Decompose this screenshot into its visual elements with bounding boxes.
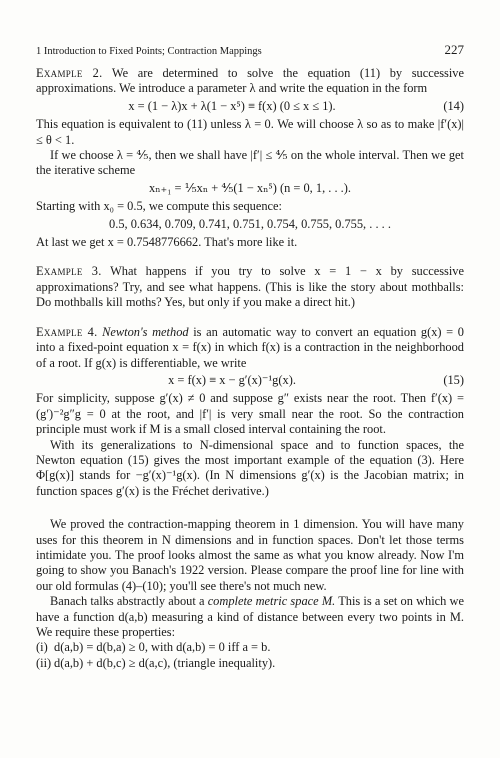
equation-15-math: x = f(x) ≡ x − g′(x)⁻¹g(x). <box>168 372 296 387</box>
example-3-label: Example 3. <box>36 264 102 279</box>
example-2-label: Example 2. <box>36 66 103 80</box>
sequence-values: 0.5, 0.634, 0.709, 0.741, 0.751, 0.754, 0.755, 0.755, . . . . <box>109 216 391 231</box>
example-2-start: Starting with x₀ = 0.5, we compute this sequence: <box>36 199 282 214</box>
equation-14-number: (14) <box>443 98 464 113</box>
example-2-after-eq14: This equation is equivalent to (11) unless λ = 0. We will choose λ so as to make |f′(x)| ≤ θ < 1. <box>36 117 464 147</box>
iterative-scheme-math: xₙ₊₁ = ⅕xₙ + ⅘(1 − xₙ⁵) (n = 0, 1, . . .). <box>149 180 351 195</box>
example-4-intro: Example 4. Newton's method is an automatic way to convert an equation g(x) = 0 into a fixed-point equation x = f(x) in which f(x) is a contraction in the neighborhood of a root. If g(x) is differentiable, we write <box>36 324 464 370</box>
running-head <box>36 42 464 58</box>
sequence <box>36 217 464 232</box>
equation-15 <box>36 373 464 388</box>
property-i <box>36 640 464 655</box>
example-4-label: Example 4. <box>36 324 98 339</box>
complete-metric-space-term: complete metric space M. <box>207 594 336 609</box>
property-ii-text: d(a,b) + d(b,c) ≥ d(a,c), (triangle inequality). <box>54 655 276 670</box>
newtons-method-term: Newton's method <box>102 324 189 339</box>
property-i-label: (i) <box>36 640 48 655</box>
chapter-title: 1 Introduction to Fixed Points; Contraction Mappings <box>36 46 262 57</box>
example-2-result: At last we get x = 0.7548776662. That's more like it. <box>36 235 298 250</box>
example-3: Example 3. What happens if you try to solve x = 1 − x by successive approximations? Try, and see what happens. (This is like the story about mothballs: Do mothballs kill moths? Yes, but only if you make a direct hit.) <box>36 264 464 310</box>
example-2-choice: If we choose λ = ⅘, then we shall have |f′| ≤ ⅘ on the whole interval. Then we get the iterative scheme <box>36 148 464 178</box>
example-2-intro: Example 2. We are determined to solve the equation (11) by successive approximations. We introduce a parameter λ and write the equation in the form <box>36 66 465 96</box>
section-paragraph-2: Banach talks abstractly about a complete metric space M. This is a set on which we have a function d(a,b) measuring a kind of distance between every two points in M. We require these properties: <box>36 594 464 639</box>
equation-14-math: x = (1 − λ)x + λ(1 − x⁵) ≡ f(x) (0 ≤ x ≤ 1). <box>128 98 336 113</box>
example-4-after-eq15: For simplicity, suppose g′(x) ≠ 0 and suppose g″ exists near the root. Then f′(x) = (g′)⁻²g″g = 0 at the root, and |f′| is very small near the root. So the contraction principle must work if M is a small closed interval containing the root. <box>36 391 464 437</box>
iterative-scheme <box>36 181 464 196</box>
equation-14 <box>36 99 464 114</box>
example-4-generalization: With its generalizations to N-dimensional space and to function spaces, the Newton equation (15) gives the most important example of the equation (3). Here Φ[g(x)] stands for −g′(x)⁻¹g(x). (In N dimensions g′(x) is the Jacobian matrix; in function spaces g′(x) is the Fréchet derivative.) <box>36 437 464 498</box>
page-number: 227 <box>444 42 464 57</box>
equation-15-number: (15) <box>443 372 464 387</box>
section-paragraph-1: We proved the contraction-mapping theorem in 1 dimension. You will have many uses for this theorem in N dimensions and in function spaces. Don't let those terms intimidate you. The proof looks almost the same as what you know already. Now I'm going to show you Banach's 1922 version. Please compare the proof line for line with our old formulas (4)–(10); you'll see there's not much new. <box>36 517 464 593</box>
page-body <box>36 66 464 671</box>
property-ii-label: (ii) <box>36 655 52 670</box>
property-ii <box>36 656 464 671</box>
property-i-text: d(a,b) = d(b,a) ≥ 0, with d(a,b) = 0 iff a = b. <box>54 640 271 655</box>
